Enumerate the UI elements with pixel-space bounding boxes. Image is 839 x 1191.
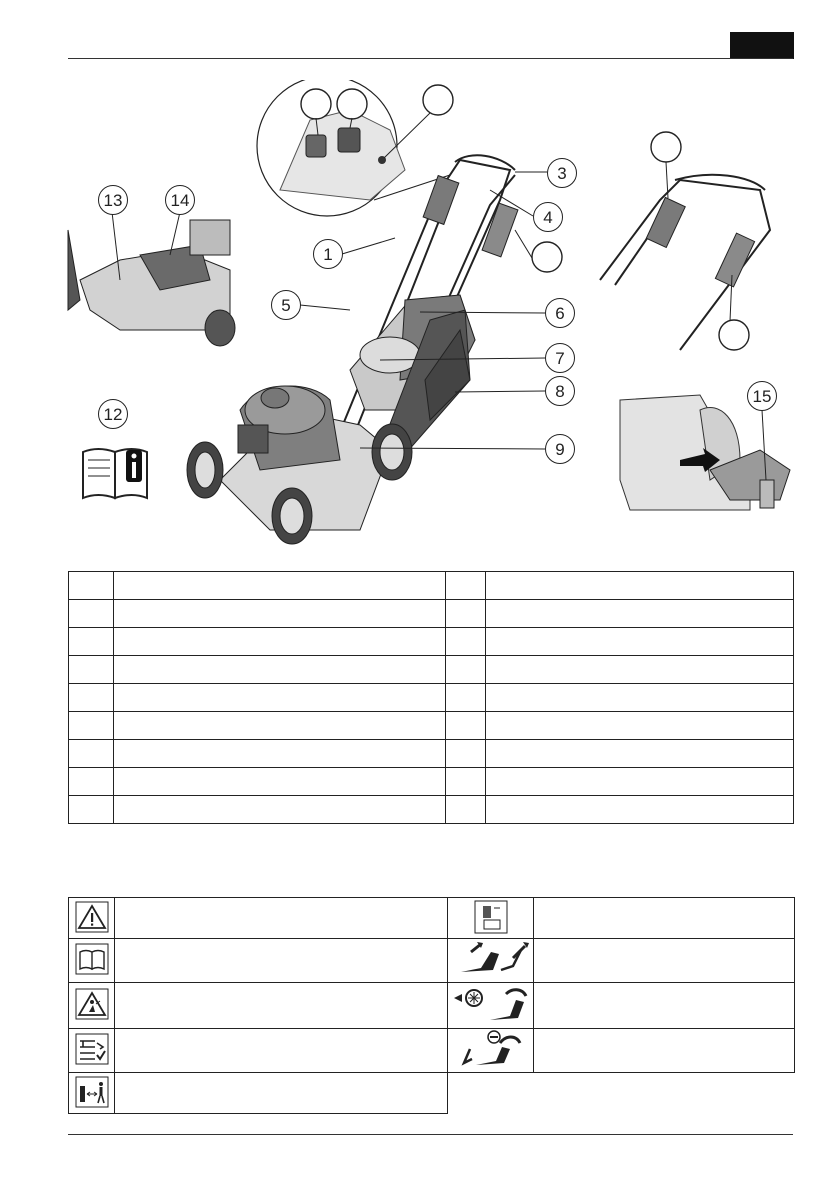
table-row [69, 796, 794, 824]
table-row [69, 740, 794, 768]
table-row [69, 898, 795, 939]
table-row [69, 1029, 795, 1073]
blade-stop-lever-icon [448, 983, 534, 1029]
table-row [69, 572, 794, 600]
symbols-table [68, 897, 795, 1114]
callout-13: 13 [98, 185, 128, 215]
callout-3: 3 [547, 158, 577, 188]
mower-illustration [60, 80, 800, 560]
callout-15: 15 [747, 381, 777, 411]
warning-triangle-icon [69, 898, 115, 939]
table-row [69, 939, 795, 983]
callout-12: 12 [98, 399, 128, 429]
safe-distance-icon [69, 1073, 115, 1114]
handle-levers-icon [448, 939, 534, 983]
drive-lever-icon [448, 1029, 534, 1073]
manual-book-icon [69, 939, 115, 983]
thrown-object-hazard-icon [69, 983, 115, 1029]
callout-8: 8 [545, 376, 575, 406]
callout-6: 6 [545, 298, 575, 328]
table-row [69, 768, 794, 796]
header-rule [68, 58, 793, 59]
callout-1: 1 [313, 239, 343, 269]
footer-rule [68, 1134, 793, 1135]
table-row [69, 712, 794, 740]
table-row [69, 628, 794, 656]
callout-4: 4 [533, 202, 563, 232]
manual-info-icon [80, 440, 150, 500]
callout-9: 9 [545, 434, 575, 464]
header-tab [730, 32, 794, 59]
table-row [69, 684, 794, 712]
table-row [69, 656, 794, 684]
table-row [69, 983, 795, 1029]
table-row [69, 1073, 795, 1114]
callout-7: 7 [545, 343, 575, 373]
disconnect-plug-icon [69, 1029, 115, 1073]
parts-table [68, 571, 794, 824]
callout-14: 14 [165, 185, 195, 215]
callout-5: 5 [271, 290, 301, 320]
table-row [69, 600, 794, 628]
grass-bag-inset [68, 220, 240, 346]
fuel-check-icon [448, 898, 534, 939]
